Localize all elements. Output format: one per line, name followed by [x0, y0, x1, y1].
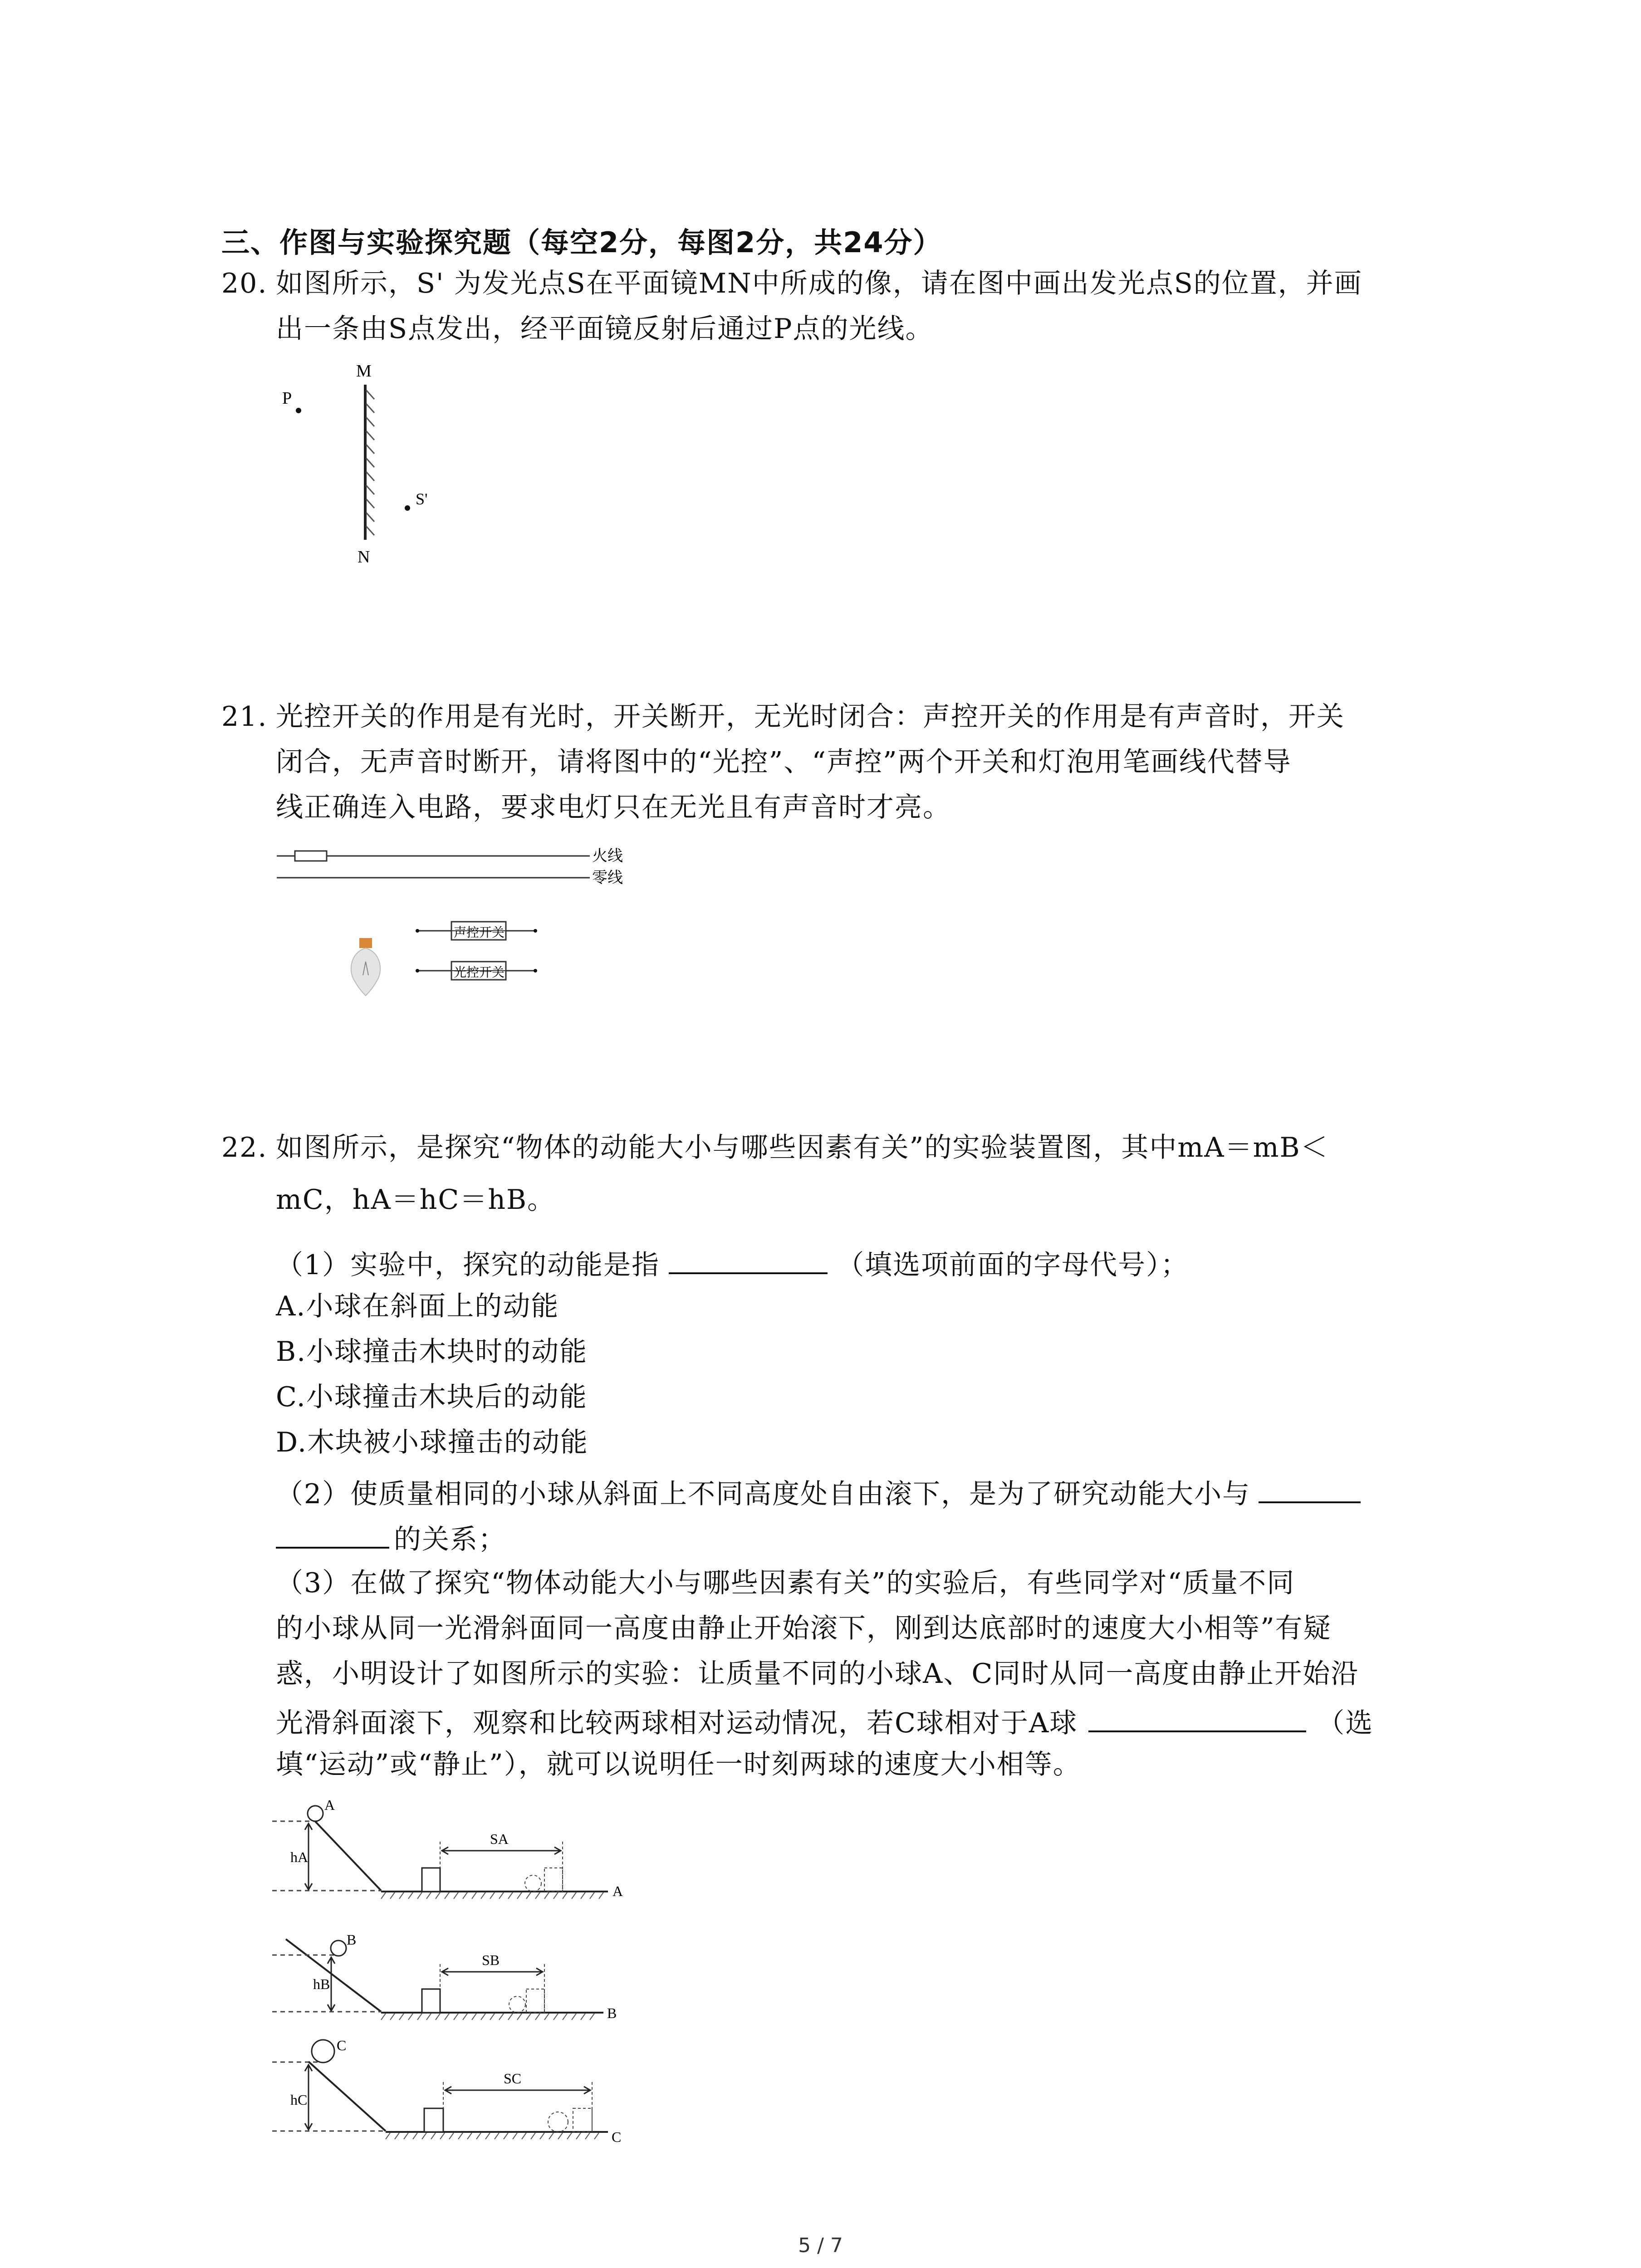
section-heading: 三、作图与实验探究题（每空2分，每图2分，共24分）	[221, 226, 942, 259]
q22-part1-text: （1）实验中，探究的动能是指	[276, 1249, 660, 1281]
q22-part1-text-after: （填选项前面的字母代号）；	[837, 1249, 1189, 1281]
q22-part2-text: （2）使质量相同的小球从斜面上不同高度处自由滚下，是为了研究动能大小与	[276, 1478, 1251, 1510]
q22-option-b: B.小球撞击木块时的动能	[276, 1336, 588, 1368]
q21-line3: 线正确连入电路，要求电灯只在无光且有声音时才亮。	[276, 792, 951, 823]
ball-c-label: C	[337, 2037, 347, 2053]
q22-part3-text-after: （选	[1317, 1707, 1374, 1739]
q22-option-c: C.小球撞击木块后的动能	[276, 1381, 588, 1413]
point-p-label: P	[282, 389, 292, 408]
h-b-label: hB	[313, 1976, 330, 1992]
ball-a	[308, 1806, 323, 1821]
q21-line1	[221, 701, 1345, 733]
figure-c-end-label: C	[612, 2129, 622, 2145]
q22-number: 22.	[221, 1132, 268, 1163]
block-b	[422, 1989, 440, 2013]
ramp-figure-c	[272, 2037, 626, 2146]
fuse	[295, 851, 327, 861]
q20-line1	[221, 268, 1362, 299]
neutral-wire-label: 零线	[592, 870, 623, 886]
q22-part3-line4	[276, 1703, 1373, 1739]
block-a	[422, 1868, 440, 1892]
mirror-figure	[272, 358, 454, 572]
figure-b-end-label: B	[607, 2005, 617, 2021]
point-s-image-label: S'	[416, 490, 428, 508]
q20-number: 20.	[221, 268, 268, 299]
q22-part1-blank[interactable]	[669, 1245, 828, 1274]
q22-part3-blank[interactable]	[1088, 1703, 1306, 1732]
q22-part1	[276, 1245, 1189, 1281]
mirror-label-n: N	[358, 547, 370, 567]
q21-text-1: 光控开关的作用是有光时，开关断开，无光时闭合：声控开关的作用是有声音时，开关	[276, 701, 1345, 733]
q22-part2-text-after: 的关系；	[394, 1524, 506, 1555]
q20-text-1: 如图所示，S' 为发光点S在平面镜MN中所成的像，请在图中画出发光点S的位置，并画	[276, 268, 1362, 299]
light-switch-label: 光控开关	[454, 966, 505, 980]
live-wire-label: 火线	[592, 848, 623, 865]
q22-part3-text: 光滑斜面滚下，观察和比较两球相对运动情况，若C球相对于A球	[276, 1707, 1078, 1739]
q22-part2-line2	[276, 1520, 506, 1555]
h-a-label: hA	[290, 1849, 309, 1865]
q22-line2: mC，hA＝hC＝hB。	[276, 1184, 556, 1216]
block-c	[424, 2108, 443, 2132]
s-c-label: SC	[504, 2070, 522, 2087]
s-b-label: SB	[482, 1952, 500, 1968]
h-c-label: hC	[290, 2092, 308, 2108]
q22-part2-line1	[276, 1474, 1361, 1510]
page-number: 5 / 7	[798, 2234, 843, 2257]
q22-line1	[221, 1132, 1329, 1163]
point-p	[296, 408, 301, 413]
q22-option-d: D.木块被小球撞击的动能	[276, 1427, 589, 1458]
q22-part2-blank-cont[interactable]	[276, 1520, 389, 1549]
q21-number: 21.	[221, 701, 268, 733]
mirror-label-m: M	[356, 362, 372, 381]
ball-b	[331, 1941, 346, 1956]
ramp-figure-a	[272, 1796, 626, 1905]
sound-switch-label: 声控开关	[454, 926, 505, 940]
light-bulb	[351, 938, 380, 996]
ball-a-label: A	[324, 1797, 335, 1813]
ramp-figure-b	[272, 1921, 626, 2025]
q22-part3-line2: 的小球从同一光滑斜面同一高度由静止开始滚下，刚到达底部时的速度大小相等”有疑	[276, 1613, 1332, 1644]
circuit-figure	[272, 839, 635, 1012]
q22-part2-blank[interactable]	[1259, 1474, 1361, 1503]
q22-part3-line1: （3）在做了探究“物体动能大小与哪些因素有关”的实验后，有些同学对“质量不同	[276, 1567, 1295, 1599]
q22-part3-line5: 填“运动”或“静止”），就可以说明任一时刻两球的速度大小相等。	[276, 1749, 1081, 1780]
q22-option-a: A.小球在斜面上的动能	[276, 1290, 559, 1322]
ball-c	[312, 2040, 334, 2063]
point-s-image	[405, 505, 410, 511]
q22-part3-line3: 惑，小明设计了如图所示的实验：让质量不同的小球A、C同时从同一高度由静止开始沿	[276, 1658, 1359, 1690]
q20-line2: 出一条由S点发出，经平面镜反射后通过P点的光线。	[276, 313, 934, 345]
figure-a-end-label: A	[612, 1883, 623, 1899]
q22-text-1: 如图所示，是探究“物体的动能大小与哪些因素有关”的实验装置图，其中mA＝mB＜	[276, 1132, 1329, 1163]
s-a-label: SA	[490, 1831, 509, 1847]
ball-b-label: B	[347, 1931, 357, 1948]
q21-line2: 闭合，无声音时断开，请将图中的“光控”、“声控”两个开关和灯泡用笔画线代替导	[276, 746, 1292, 778]
